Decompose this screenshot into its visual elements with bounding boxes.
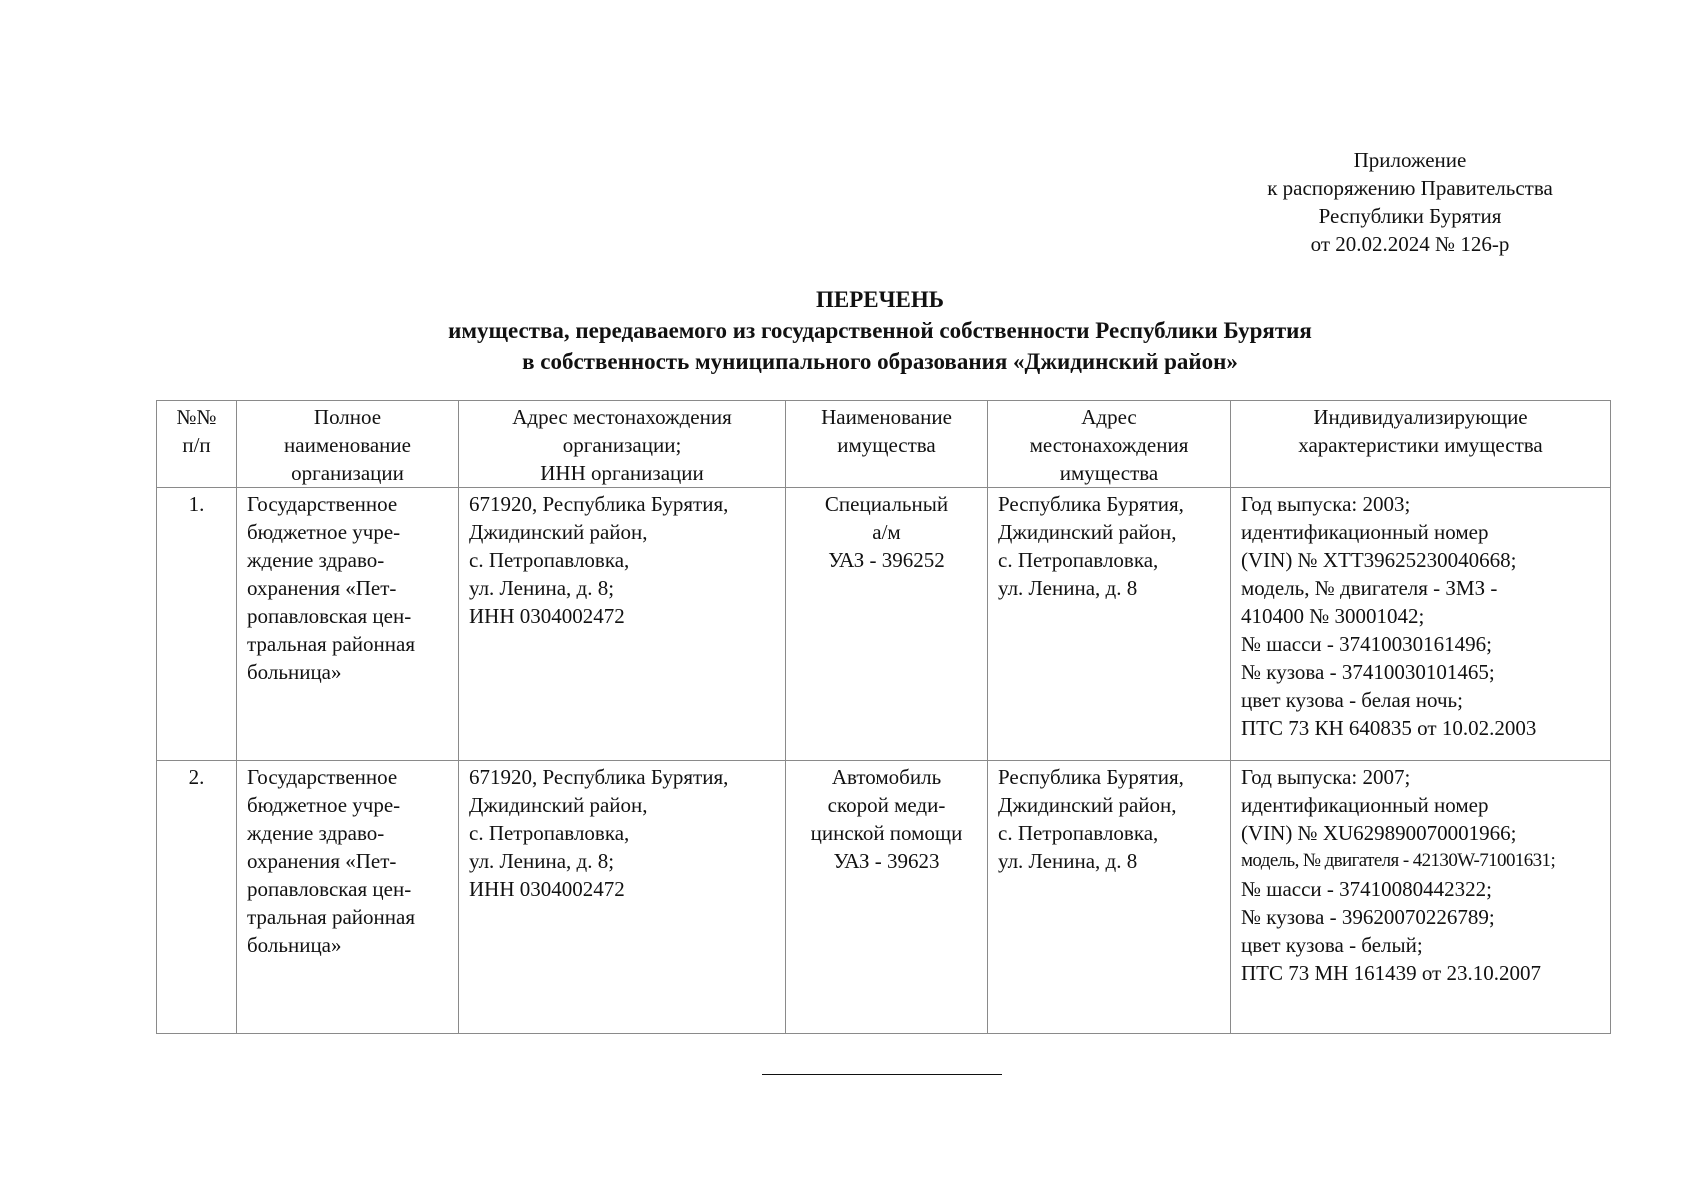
property-address-cell: Республика Бурятия, Джидинский район, с. Петропавловка, ул. Ленина, д. 8: [988, 488, 1231, 761]
header-property-name: Наименование имущества: [786, 401, 988, 488]
table-row: [157, 761, 1611, 1034]
annex-line: Приложение: [1353, 148, 1467, 172]
document-subtitle-line: имущества, передаваемого из государственной собственности Республики Бурятия: [448, 318, 1312, 343]
header-property-address: Адрес местонахождения имущества: [988, 401, 1231, 488]
document-subtitle-line: в собственность муниципального образования «Джидинский район»: [522, 349, 1238, 374]
header-org-address: Адрес местонахождения организации; ИНН организации: [459, 401, 786, 488]
annex-block: [1240, 146, 1580, 258]
annex-line: Республики Бурятия: [1318, 204, 1502, 228]
property-table: [156, 400, 1611, 1034]
property-address-cell: Республика Бурятия, Джидинский район, с. Петропавловка, ул. Ленина, д. 8: [988, 761, 1231, 1034]
header-number: №№ п/п: [157, 401, 237, 488]
org-address-cell: 671920, Республика Бурятия, Джидинский район, с. Петропавловка, ул. Ленина, д. 8; ИНН 0304002472: [459, 488, 786, 761]
property-name-cell: Автомобиль скорой меди- цинской помощи УАЗ - 39623: [786, 761, 988, 1034]
org-address-cell: 671920, Республика Бурятия, Джидинский район, с. Петропавловка, ул. Ленина, д. 8; ИНН 0304002472: [459, 761, 786, 1034]
table-row: [157, 488, 1611, 761]
document-heading: [200, 284, 1560, 377]
organization-cell: Государственное бюджетное учре- ждение здраво- охранения «Пет- ропавловская цен- тральная районная больница»: [237, 488, 459, 761]
row-number: 1.: [157, 488, 237, 761]
header-organization: Полное наименование организации: [237, 401, 459, 488]
characteristics-cell: Год выпуска: 2007; идентификационный номер (VIN) № ХU629890070001966; модель, № двигателя - 42130W-71001631; № шасси - 37410080442322; № кузова - 39620070226789; цвет кузова - белый; ПТС 73 МН 161439 от 23.10.2007: [1231, 761, 1611, 1034]
closing-divider-line: [762, 1074, 1002, 1075]
annex-line: от 20.02.2024 № 126-р: [1310, 232, 1510, 256]
organization-cell: Государственное бюджетное учре- ждение здраво- охранения «Пет- ропавловская цен- тральная районная больница»: [237, 761, 459, 1034]
header-characteristics: Индивидуализирующие характеристики имущества: [1231, 401, 1611, 488]
annex-line: к распоряжению Правительства: [1267, 176, 1553, 200]
document-title: ПЕРЕЧЕНЬ: [816, 287, 944, 312]
property-name-cell: Специальный а/м УАЗ - 396252: [786, 488, 988, 761]
characteristics-cell: Год выпуска: 2003; идентификационный номер (VIN) № ХТТ39625230040668; модель, № двигателя - ЗМЗ - 410400 № 30001042; № шасси - 37410030161496; № кузова - 37410030101465; цвет кузова - белая ночь; ПТС 73 КН 640835 от 10.02.2003: [1231, 488, 1611, 761]
row-number: 2.: [157, 761, 237, 1034]
table-header-row: [157, 401, 1611, 488]
